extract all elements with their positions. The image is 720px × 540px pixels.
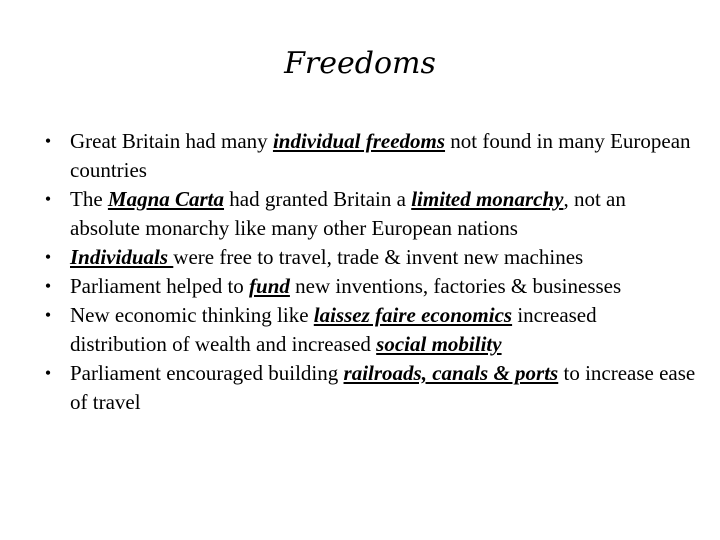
bullet-dot-icon: • — [44, 276, 52, 296]
bullet-item — [38, 359, 698, 417]
bullet-text-segment: Parliament helped to — [70, 274, 250, 298]
bullet-text-segment: Parliament encouraged building — [70, 361, 344, 385]
bullet-text-segment: Great Britain had many — [70, 129, 273, 153]
bullet-text — [70, 303, 597, 356]
bullet-text-segment: The — [70, 187, 108, 211]
bullet-item — [38, 127, 698, 185]
emphasized-term: Individuals — [70, 245, 174, 269]
bullet-text-segment: not found in many European countries — [70, 129, 691, 182]
bullet-text — [70, 361, 695, 414]
bullet-dot-icon: • — [44, 189, 52, 209]
bullet-item — [38, 185, 698, 243]
emphasized-term: railroads, canals & ports — [343, 361, 559, 385]
bullet-text — [70, 187, 626, 240]
bullet-dot-icon: • — [44, 247, 52, 267]
bullet-list — [38, 127, 698, 417]
bullet-text-segment: new inventions, factories & businesses — [289, 274, 622, 298]
slide-title: Freedoms — [284, 46, 436, 81]
bullet-dot-icon: • — [44, 363, 52, 383]
bullet-text — [70, 245, 583, 269]
emphasized-term: limited monarchy — [411, 187, 564, 211]
emphasized-term: Magna Carta — [107, 187, 225, 211]
emphasized-term: laissez faire economics — [313, 303, 513, 327]
bullet-item — [38, 243, 698, 272]
bullet-text — [70, 274, 621, 298]
bullet-text-segment: increased distribution of wealth and increased — [70, 303, 597, 356]
bullet-text-segment: to increase ease of travel — [70, 361, 696, 414]
bullet-item — [38, 301, 698, 359]
bullet-text-segment: New economic thinking like — [70, 303, 314, 327]
bullet-text-segment: , not an absolute monarchy like many other European nations — [70, 187, 626, 240]
bullet-item — [38, 272, 698, 301]
bullet-dot-icon: • — [44, 131, 52, 151]
emphasized-term: individual freedoms — [272, 129, 446, 153]
bullet-text-segment: were free to travel, trade & invent new machines — [173, 245, 584, 269]
emphasized-term: social mobility — [376, 332, 502, 356]
emphasized-term: fund — [249, 274, 290, 298]
bullet-text — [70, 129, 691, 182]
bullet-text-segment: had granted Britain a — [224, 187, 412, 211]
bullet-dot-icon: • — [44, 305, 52, 325]
